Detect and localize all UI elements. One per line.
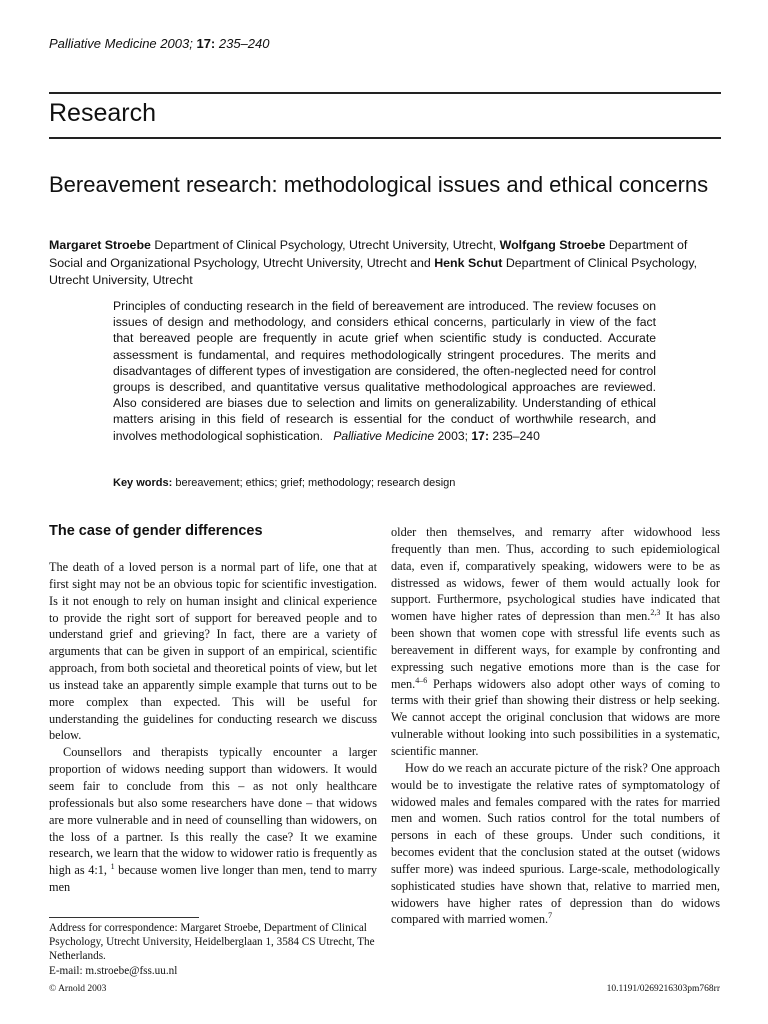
body-column-left: [49, 559, 377, 896]
body-text: Perhaps widowers also adopt other ways of coming to terms with their grief than showing their distress or help seeking. We cannot accept the original conclusion that widows are more vulnerable without looking into such possibilities in a systematic, scientific manner.: [391, 676, 721, 758]
author-name: Wolfgang Stroebe: [499, 238, 606, 252]
citation-ref: 2,3: [650, 608, 661, 618]
correspondence-email: E-mail: m.stroebe@fss.uu.nl: [49, 964, 178, 977]
author-name: Henk Schut: [434, 255, 503, 270]
body-text: older then themselves, and remarry after widowhood less frequently than men. Thus, according to such epidemiological data, even if, comparatively speaking, widowers were to be as distressed as widows, fewer of them would actually look for support. Furthermore, psychological studies have indicated that women have higher rates of depression than men.: [391, 525, 720, 624]
body-text: It has also been shown that women cope with stressful life events such as bereavement in different ways, for example by confronting and expressing such negative emotions more than is the case for men.: [391, 609, 721, 691]
citation-ref: 7: [548, 911, 553, 921]
abstract-cite-volume: 17:: [471, 428, 490, 443]
abstract-cite-year: 2003;: [437, 428, 469, 443]
body-column-right: [391, 524, 720, 928]
author-list: [49, 237, 724, 290]
body-paragraph: [391, 760, 720, 928]
journal-name: Palliative Medicine: [49, 36, 157, 51]
author-name: Margaret Stroebe: [49, 238, 151, 252]
journal-volume: 17:: [196, 36, 216, 51]
top-rule: [49, 92, 721, 94]
abstract-text: Principles of conducting research in the field of bereavement are introduced. The review focuses on issues of design and methodology, and considers ethical concerns, particularly in view of the fact that bereaved people are frequently in acute grief when scientific study is conducted. Accurate assessment is fundamental, and requires methodologically stringent procedures. The merits and disadvantages of different types of investigation are considered, the often-neglected need for control groups is described, and quantitative versus qualitative methodological approaches are reviewed. Also considered are biases due to selection and limits on generalizability. Understanding of ethical matters arising in this field of research is essential for the conduct of worthwhile research, and involves methodological sophistication.: [113, 299, 656, 443]
keywords: [113, 477, 455, 489]
journal-citation: [49, 36, 270, 51]
correspondence-address: Address for correspondence: Margaret Stroebe, Department of Clinical Psychology, Utrecht University, Heidelberglaan 1, 3584 CS Utrecht, The Netherlands.: [49, 922, 375, 963]
author-affiliation: Department of Clinical Psychology, Utrecht University, Utrecht: [49, 255, 698, 288]
section-rule: [49, 137, 721, 139]
keywords-label: Key words:: [113, 477, 173, 489]
journal-year: 2003;: [160, 36, 193, 51]
body-text: Counsellors and therapists typically encounter a larger proportion of widows needing support than widowers. It would seem fair to conclude from this – as not only healthcare professionals but also some researchers have done – that widows are more vulnerable and in need of counselling than widowers, on the loss of a partner. Is this really the case? It we examine research, we learn that the widow to widower ratio is frequently as high as 4:1,: [49, 745, 377, 878]
footnote-rule: [49, 917, 199, 918]
keywords-text: bereavement; ethics; grief; methodology; research design: [175, 477, 456, 489]
citation-ref: 1: [110, 862, 115, 872]
body-text: because women live longer than men, tend to marry men: [49, 863, 378, 895]
author-affiliation: Department of Clinical Psychology, Utrecht University, Utrecht,: [154, 238, 497, 252]
abstract-cite-journal: Palliative Medicine: [333, 428, 435, 443]
copyright: © Arnold 2003: [49, 984, 107, 994]
section-heading: The case of gender differences: [49, 523, 263, 539]
citation-ref: 4–6: [415, 675, 428, 685]
body-paragraph: [49, 744, 377, 896]
body-paragraph: [391, 524, 720, 760]
correspondence-footnote: [49, 921, 379, 978]
journal-pages: 235–240: [218, 36, 270, 51]
section-label: Research: [49, 99, 156, 127]
abstract: [113, 298, 656, 444]
body-text: How do we reach an accurate picture of the risk? One approach would be to investigate the relative rates of symptomatology of widowed males and females compared with the rates for married men and women. Such ratios control for the total numbers of persons in each of these groups. Under such conditions, it becomes evident that the conclusion stated at the outset (widows suffer more) was indeed spurious. Large-scale, methodologically sophisticated studies have shown that, relative to married men, widowers have higher rates of depression than do widows compared with married women.: [391, 760, 720, 927]
body-paragraph: The death of a loved person is a normal part of life, one that at first sight may not be an obvious topic for scientific investigation. Is it not enough to rely on human insight and clinical experience to provide the right sort of support for bereaved people and to understand grief and grieving? In fact, there are a variety of arguments that can be given in support of an empirical, scientific approach, from both societal and theoretical points of view, but let us instead take an apparently simple example that turns out to be more complex than expected. This will be useful for understanding the guidelines for conducting research we discuss below.: [49, 560, 377, 743]
abstract-cite-pages: 235–240: [492, 428, 540, 443]
article-title: Bereavement research: methodological issues and ethical concerns: [49, 172, 709, 197]
doi: 10.1191/0269216303pm768rr: [606, 984, 720, 994]
author-affiliation: Department of Social and Organizational Psychology, Utrecht University, Utrecht and: [49, 238, 688, 270]
